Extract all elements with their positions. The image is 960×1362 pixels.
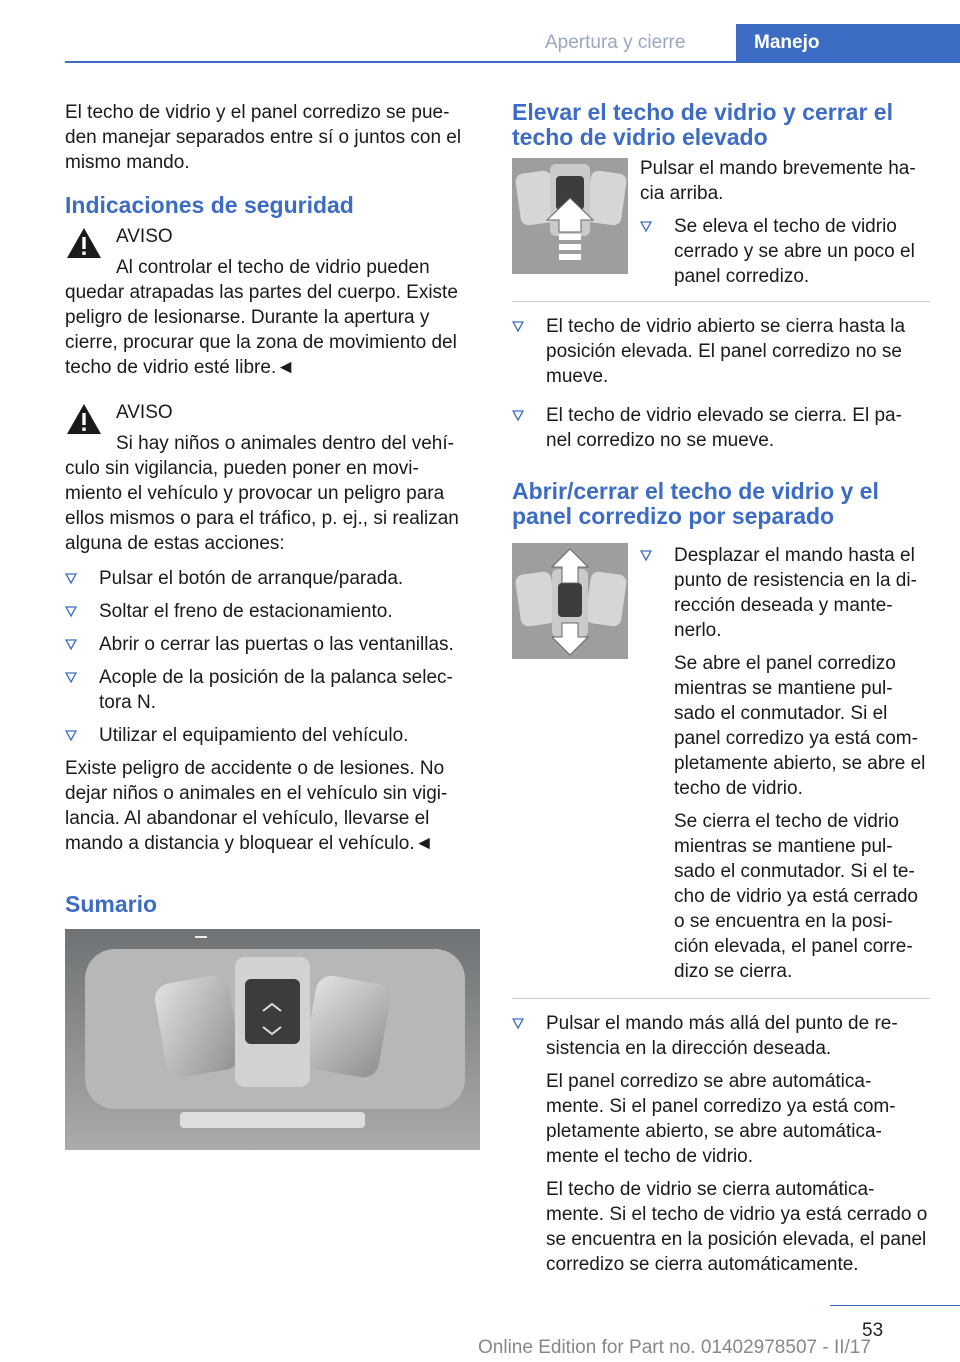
switch-up-photo: [512, 158, 628, 274]
item-paragraph: El panel corredizo se abre automática- mente. Si el panel corredizo ya está com- pletamente abierto, se abre automática- mente el techo de vidrio.: [546, 1071, 896, 1167]
warning-label: AVISO: [116, 402, 173, 423]
section-heading-raise: Elevar el techo de vidrio y cerrar el techo de vidrio elevado: [512, 99, 893, 150]
footer-rule: [830, 1305, 960, 1306]
header-rule: [65, 61, 960, 63]
list-item: Soltar el freno de estacionamiento.: [65, 599, 480, 624]
warning-text: Si hay niños o animales dentro del vehí- culo sin vigilancia, pueden poner en movi- miento el vehículo y provocar un peligro para ellos mismos o para el tráfico, p. ej., si realizan alguna de estas acciones:: [65, 433, 459, 554]
list-item: Pulsar el botón de arranque/parada.: [65, 566, 480, 591]
triangle-bullet-icon: [65, 573, 77, 585]
list-item: Abrir o cerrar las puertas o las ventanillas.: [65, 632, 480, 657]
switch-updown-photo: [512, 543, 628, 659]
header-chapter-tab: Manejo: [736, 24, 960, 62]
page-number: 53: [862, 1320, 884, 1341]
sumario-heading: Sumario: [65, 891, 158, 917]
section-heading-separate: Abrir/cerrar el techo de vidrio y el panel corredizo por separado: [512, 478, 879, 529]
triangle-bullet-icon: [640, 221, 652, 233]
item-paragraph: El techo de vidrio se cierra automática- mente. Si el techo de vidrio ya está cerrado o se encuentra en la posición elevada, el panel corredizo se cierra automáticamente.: [546, 1179, 928, 1275]
triangle-bullet-icon: [65, 672, 77, 684]
raise-results-list: [512, 314, 930, 453]
triangle-bullet-icon: [65, 606, 77, 618]
warning-block-1: [65, 224, 480, 380]
triangle-bullet-icon: [640, 550, 652, 562]
intro-paragraph: El techo de vidrio y el panel corredizo se pue- den manejar separados entre sí o juntos con el mismo mando.: [65, 102, 462, 173]
triangle-bullet-icon: [65, 639, 77, 651]
warning-icon: [65, 226, 103, 260]
raise-instruction: Pulsar el mando brevemente ha- cia arriba.: [640, 158, 916, 204]
footer-edition: Online Edition for Part no. 01402978507 - II/17: [478, 1337, 871, 1358]
list-item: Utilizar el equipamiento del vehículo.: [65, 723, 480, 748]
warning-label: AVISO: [116, 226, 173, 247]
warning-icon: [65, 402, 103, 436]
action-list: [65, 566, 480, 748]
list-item: El techo de vidrio elevado se cierra. El pa- nel corredizo no se mueve.: [512, 403, 930, 453]
list-item: Pulsar el mando más allá del punto de re- sistencia en la dirección deseada. El panel corredizo se abre automática- mente. Si el panel corredizo ya está com- pletamente abierto, se abre automática- mente el techo de vidrio. El techo de vidrio se cierra automática- mente. Si el techo de vidrio ya está cerrado o se encuentra en la posición elevada, el panel corredizo se cierra automáticamente.: [512, 1011, 930, 1277]
divider: [512, 998, 930, 999]
left-column: [65, 100, 480, 1150]
item-paragraph: Se abre el panel corredizo mientras se mantiene pul- sado el conmutador. Si el panel corredizo ya está com- pletamente abierto, se abre el techo de vidrio.: [674, 653, 926, 799]
triangle-bullet-icon: [65, 730, 77, 742]
triangle-bullet-icon: [512, 321, 524, 333]
separate-block: [512, 543, 930, 992]
right-column: [512, 100, 930, 1285]
raise-block: [512, 158, 930, 297]
divider: [512, 301, 930, 302]
list-item: El techo de vidrio abierto se cierra hasta la posición elevada. El panel corredizo no se mueve.: [512, 314, 930, 389]
header-section-label: Apertura y cierre: [545, 32, 686, 53]
warning-block-2: [65, 400, 480, 556]
list-item: Se eleva el techo de vidrio cerrado y se abre un poco el panel corredizo.: [640, 214, 930, 289]
triangle-bullet-icon: [512, 410, 524, 422]
safety-heading: Indicaciones de seguridad: [65, 192, 354, 218]
warning-text: Al controlar el techo de vidrio pueden quedar atrapadas las partes del cuerpo. Existe peligro de lesionarse. Durante la apertura y cierre, procurar que la zona de movimiento del techo de vidrio esté libre.◄: [65, 257, 458, 378]
triangle-bullet-icon: [512, 1018, 524, 1030]
overhead-console-photo: [65, 929, 480, 1150]
list-item: Desplazar el mando hasta el punto de resistencia en la di- rección deseada y mante- nerlo. Se abre el panel corredizo mientras se mantiene pul- sado el conmutador. Si el panel corredizo ya está com- pletamente abierto, se abre el techo de vidrio. Se cierra el techo de vidrio mientras se mantiene pul- sado el conmutador. Si el te- cho de vidrio ya está cerrado o se encuentra en la posi- ción elevada, el panel corre- dizo se cierra.: [640, 543, 930, 984]
item-paragraph: Se cierra el techo de vidrio mientras se mantiene pul- sado el conmutador. Si el te- cho de vidrio ya está cerrado o se encuentra en la posi- ción elevada, el panel corre- dizo se cierra.: [674, 811, 918, 982]
warning-conclusion: Existe peligro de accidente o de lesiones. No dejar niños o animales en el vehículo sin vigi- lancia. Al abandonar el vehículo, llevarse el mando a distancia y bloquear el vehículo.◄: [65, 758, 448, 854]
list-item: Acople de la posición de la palanca selec- tora N.: [65, 665, 480, 715]
separate-list: [512, 1011, 930, 1277]
